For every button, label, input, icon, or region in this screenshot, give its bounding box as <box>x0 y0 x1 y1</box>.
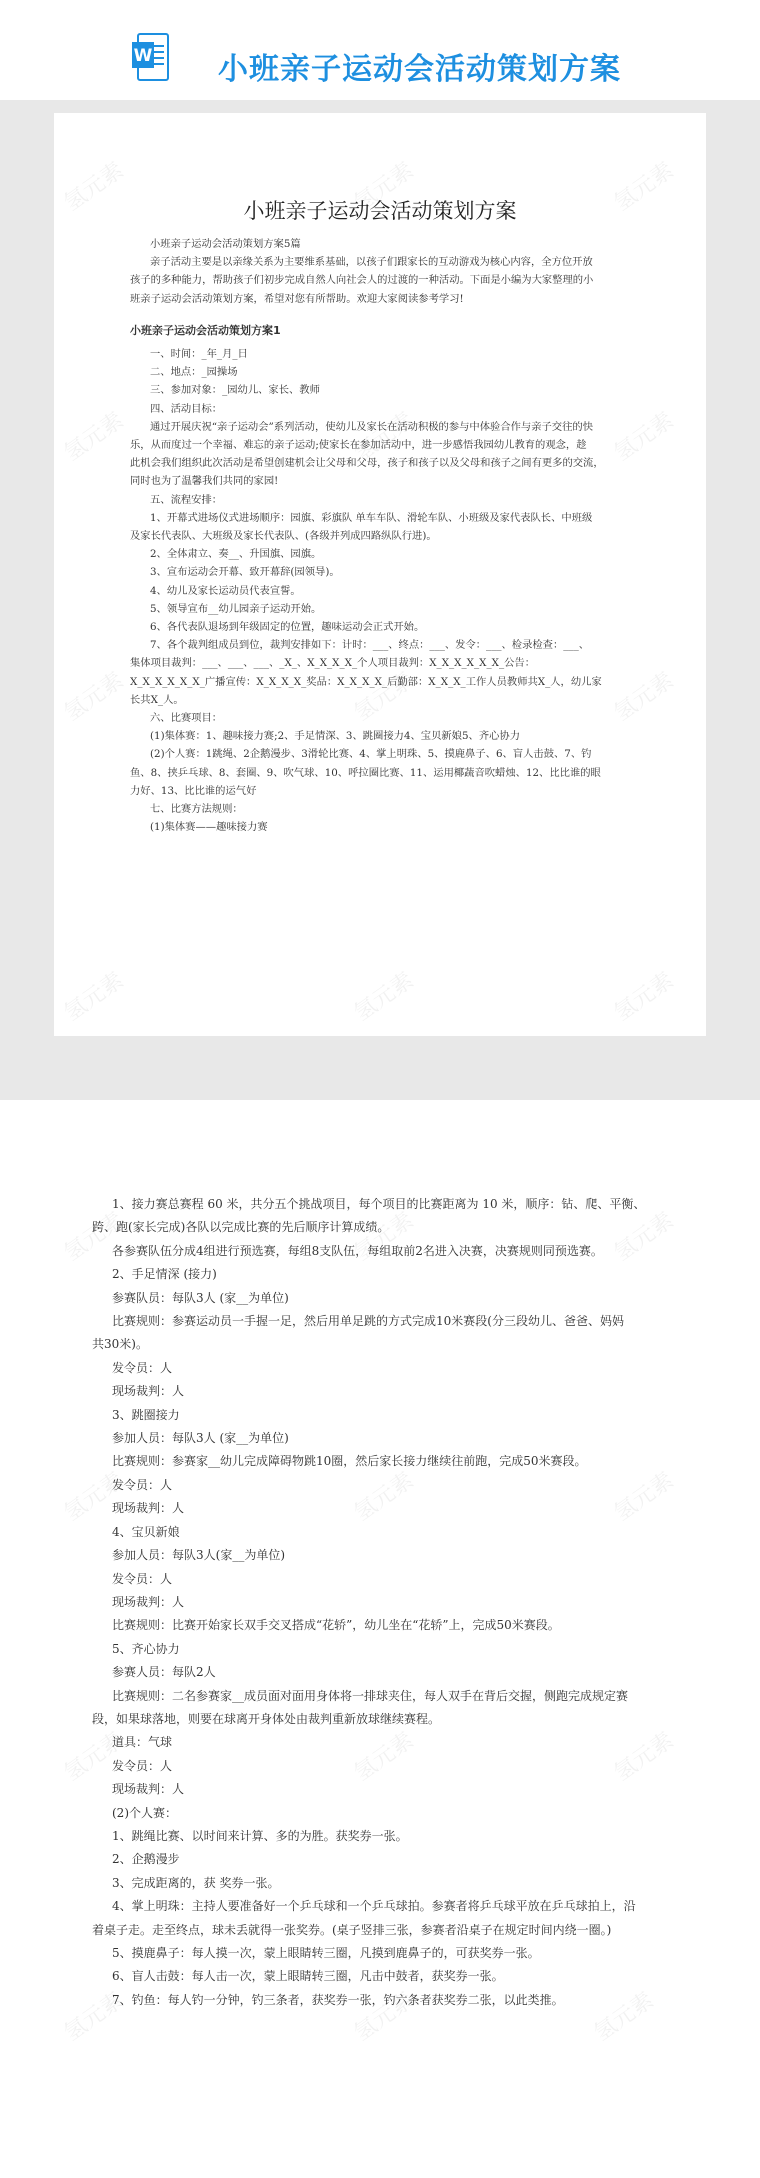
paragraph-line: 3、宣布运动会开幕、致开幕辞(园领导)。 <box>150 566 340 579</box>
paragraph-line: 道具：气球 <box>112 1735 173 1750</box>
paragraph-line: 1、跳绳比赛、以时间来计算、多的为胜。获奖券一张。 <box>112 1828 408 1843</box>
paragraph-line: X_X_X_X_X_X_广播宣传：X_X_X_X_奖品：X_X_X_X_后勤部：X_X_X_工作人员教师共X_人，幼儿家 <box>130 675 602 688</box>
paragraph-line: 力好、13、比比谁的运气好 <box>130 784 257 797</box>
paragraph-line: 一、时间：_年_月_日 <box>150 348 248 361</box>
paragraph-line: 比赛规则：二名参赛家__成员面对面用身体将一排球夹住，每人双手在背后交握，侧跑完成规定赛 <box>112 1688 629 1703</box>
paragraph-line: 6、盲人击鼓：每人击一次，蒙上眼睛转三圈，凡击中鼓者，获奖券一张。 <box>112 1969 504 1984</box>
paragraph-line: 4、幼儿及家长运动员代表宣誓。 <box>150 584 301 597</box>
paragraph-line: 及家长代表队、大班级及家长代表队、(各级并列成四路纵队行进)。 <box>130 530 437 543</box>
paragraph-line: 现场裁判：人 <box>112 1782 185 1797</box>
banner-title: 小班亲子运动会活动策划方案 <box>218 52 621 87</box>
paragraph-line: (1)集体赛：1、趣味接力赛;2、手足情深、3、跳圈接力4、宝贝新娘5、齐心协力 <box>150 730 521 743</box>
paragraph-line: 五、流程安排： <box>150 493 223 506</box>
paragraph-line: 现场裁判：人 <box>112 1594 185 1609</box>
paragraph-line: 比赛规则：参赛运动员一手握一足，然后用单足跳的方式完成10米赛段(分三段幼儿、爸爸、妈妈 <box>112 1314 624 1329</box>
word-icon-letter: W <box>133 46 153 66</box>
paragraph-line: 参赛人员：每队2人 <box>112 1665 216 1680</box>
paragraph-line: 二、地点：_园操场 <box>150 366 238 379</box>
paragraph-line: (2)个人赛：1跳绳、2企鹅漫步、3滑轮比赛、4、掌上明珠、5、摸鹿鼻子、6、盲人击鼓、7、钓 <box>150 748 592 761</box>
paragraph-line: 孩子的多种能力，帮助孩子们初步完成自然人向社会人的过渡的一种活动。下面是小编为大家整理的小 <box>130 274 594 287</box>
header-banner <box>0 0 760 100</box>
paragraph-line: 段，如果球落地，则要在球离开身体处由裁判重新放球继续赛程。 <box>92 1711 441 1726</box>
section-heading: 小班亲子运动会活动策划方案1 <box>130 323 281 337</box>
paragraph-line: 现场裁判：人 <box>112 1501 185 1516</box>
page-2-body <box>92 1193 682 2012</box>
word-document-icon <box>132 32 170 82</box>
paragraph-line: 1、接力赛总赛程 60 米，共分五个挑战项目，每个项目的比赛距离为 10 米，顺序：钻、爬、平衡、 <box>112 1197 646 1211</box>
paragraph-line: 发令员：人 <box>112 1360 173 1375</box>
paragraph-line: 6、各代表队退场到年级固定的位置，趣味运动会正式开始。 <box>150 621 425 634</box>
paragraph-line: (2)个人赛： <box>112 1805 177 1820</box>
paragraph-line: 发令员：人 <box>112 1758 173 1773</box>
paragraph-line: 2、企鹅漫步 <box>112 1852 180 1867</box>
paragraph-line: 小班亲子运动会活动策划方案5篇 <box>150 238 301 250</box>
paragraph-line: 集体项目裁判：___、___、___、_X_、X_X_X_X_个人项目裁判：X_X_X_X_X_X_公告： <box>130 657 535 670</box>
paragraph-line: 各参赛队伍分成4组进行预选赛，每组8支队伍，每组取前2名进入决赛，决赛规则同预选赛。 <box>112 1243 603 1258</box>
paragraph-line: 参加人员：每队3人 (家__为单位) <box>112 1431 289 1446</box>
paragraph-line: 2、全体肃立、奏__、升国旗、园旗。 <box>150 548 322 561</box>
document-page-2 <box>0 1105 760 2178</box>
paragraph-line: 5、摸鹿鼻子：每人摸一次，蒙上眼睛转三圈，凡摸到鹿鼻子的，可获奖券一张。 <box>112 1946 540 1960</box>
paragraph-line: 七、比赛方法规则： <box>150 803 243 816</box>
paragraph-line: 共30米)。 <box>92 1337 148 1352</box>
paragraph-line: 跨、跑(家长完成)各队以完成比赛的先后顺序计算成绩。 <box>92 1220 390 1235</box>
paragraph-line: 发令员：人 <box>112 1477 173 1492</box>
paragraph-line: 长共X_人。 <box>130 693 184 706</box>
paragraph-line: 同时也为了温馨我们共同的家园! <box>130 475 279 488</box>
page-1-body <box>130 235 636 837</box>
paragraph-line: 三、参加对象：_园幼儿、家长、教师 <box>150 384 320 397</box>
paragraph-line: 六、比赛项目： <box>150 712 223 725</box>
paragraph-line: 此机会我们组织此次活动是希望创建机会让父母和父母，孩子和孩子以及父母和孩子之间有更多的交流， <box>130 457 604 470</box>
paragraph-line: 发令员：人 <box>112 1571 173 1586</box>
paragraph-line: 着桌子走。走至终点，球未丢就得一张奖券。(桌子竖排三张，参赛者沿桌子在规定时间内绕一圈。) <box>92 1922 612 1937</box>
paragraph-line: 7、钓鱼：每人钓一分钟，钓三条者，获奖券一张，钓六条者获奖券二张，以此类推。 <box>112 1992 564 2007</box>
paragraph-line: 3、完成距离的，获 奖券一张。 <box>112 1875 280 1890</box>
paragraph-line: 4、宝贝新娘 <box>112 1524 180 1539</box>
paragraph-line: 亲子活动主要是以亲缘关系为主要维系基础，以孩子们跟家长的互动游戏为核心内容，全方位开放 <box>150 256 593 269</box>
paragraph-line: 乐，从而度过一个幸福、难忘的亲子运动;使家长在参加活动中，进一步感悟我园幼儿教育的观念，趁 <box>130 439 587 452</box>
paragraph-line: 通过开展庆祝“亲子运动会”系列活动，使幼儿及家长在活动积极的参与中体验合作与亲子交往的快 <box>150 420 593 433</box>
paragraph-line: (1)集体赛——趣味接力赛 <box>150 821 268 834</box>
paragraph-line: 现场裁判：人 <box>112 1384 185 1399</box>
document-title: 小班亲子运动会活动策划方案 <box>243 199 517 223</box>
paragraph-line: 7、各个裁判组成员到位，裁判安排如下：计时：___、终点：___、发令：___、检录检查：___、 <box>150 639 590 652</box>
paragraph-line: 3、跳圈接力 <box>112 1407 180 1422</box>
paragraph-line: 参加人员：每队3人(家__为单位) <box>112 1548 285 1563</box>
paragraph-line: 班亲子运动会活动策划方案，希望对您有所帮助。欢迎大家阅读参考学习! <box>130 292 464 305</box>
paragraph-line: 比赛规则：参赛家__幼儿完成障碍物跳10圈，然后家长接力继续往前跑，完成50米赛段。 <box>112 1454 587 1469</box>
paragraph-line: 5、齐心协力 <box>112 1641 180 1656</box>
paragraph-line: 鱼、8、挟乒乓球、8、套圈、9、吹气球、10、呼拉圈比赛、11、运用椰蔬音吹蜡烛、12、比比谁的眼 <box>130 766 601 779</box>
paragraph-line: 参赛队员：每队3人 (家__为单位) <box>112 1290 289 1305</box>
paragraph-line: 4、掌上明珠：主持人要准备好一个乒乓球和一个乒乓球拍。参赛者将乒乓球平放在乒乓球拍上，沿 <box>112 1899 636 1914</box>
paragraph-line: 四、活动目标： <box>150 402 223 415</box>
paragraph-line: 1、开幕式进场仪式进场顺序：园旗、彩旗队 单车车队、滑轮车队、小班级及家代表队长、中班级 <box>150 511 593 524</box>
paragraph-line: 比赛规则：比赛开始家长双手交叉搭成“花轿”，幼儿坐在“花轿”上，完成50米赛段。 <box>112 1618 560 1633</box>
paragraph-line: 2、手足情深 (接力) <box>112 1267 217 1282</box>
paragraph-line: 5、领导宣布__幼儿园亲子运动开始。 <box>150 602 322 615</box>
document-page-1 <box>54 113 706 1036</box>
